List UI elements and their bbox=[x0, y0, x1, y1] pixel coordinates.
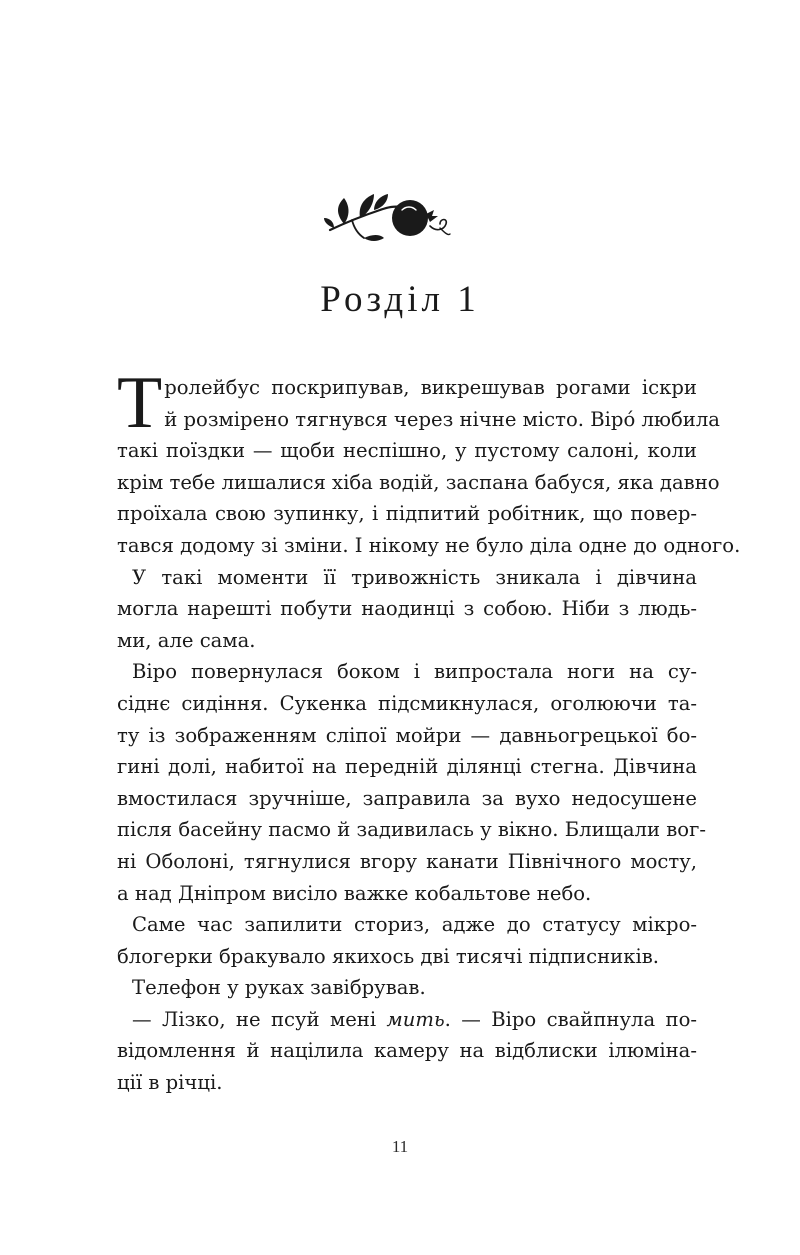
text-line: Телефон у руках завібрував. bbox=[132, 976, 426, 1000]
text-line: відомлення й націлила камеру на відблиски ілюміна- bbox=[117, 1039, 697, 1063]
text-line: Віро повернулася боком і випростала ноги на су- bbox=[132, 660, 697, 684]
text-line bbox=[117, 1004, 697, 1036]
dialogue-end: . — Віро свайпнула по- bbox=[444, 1007, 697, 1031]
body-text bbox=[117, 362, 741, 1099]
text-line: У такі моменти її тривожність зникала і дівчина bbox=[132, 565, 697, 589]
text-line: ролейбус поскрипував, викрешував рогами іскри bbox=[164, 376, 697, 399]
dialogue-start: — Лізко, не псуй мені bbox=[132, 1007, 387, 1031]
text-line: крім тебе лишалися хіба водій, заспана бабуся, яка давно bbox=[117, 470, 720, 494]
text-line: після басейну пасмо й задивилась у вікно. Блищали вог- bbox=[117, 818, 706, 842]
paragraph-4 bbox=[117, 909, 697, 972]
text-line: а над Дніпром висіло важке кобальтове небо. bbox=[117, 881, 592, 905]
text-line: проїхала свою зупинку, і підпитий робітник, що повер- bbox=[117, 502, 697, 526]
text-line: сіднє сидіння. Сукенка підсмикнулася, оголюючи та- bbox=[117, 691, 697, 715]
paragraph-2 bbox=[117, 562, 697, 657]
paragraph-5 bbox=[117, 972, 697, 1004]
text-line: такі поїздки — щоби неспішно, у пустому салоні, коли bbox=[117, 439, 697, 463]
text-line: Саме час запилити сториз, адже до статусу мікро- bbox=[132, 913, 697, 937]
paragraph-3 bbox=[117, 656, 706, 909]
page-number: 11 bbox=[391, 1137, 409, 1156]
text-line: ми, але сама. bbox=[117, 628, 256, 652]
text-line: й розмірено тягнувся через нічне місто. Віро́ любила bbox=[164, 407, 720, 431]
paragraph-1 bbox=[117, 362, 741, 562]
text-line: вмостилася зручніше, заправила за вухо недосушене bbox=[117, 786, 697, 810]
text-line: ту із зображенням сліпої мойри — давньогрецької бо- bbox=[117, 723, 697, 747]
text-line: блогерки бракувало якихось дві тисячі підписників. bbox=[117, 944, 659, 968]
text-line: могла нарешті побути наодинці з собою. Ніби з людь- bbox=[117, 597, 697, 621]
drop-cap: Т bbox=[117, 362, 163, 444]
pomegranate-branch-icon bbox=[322, 180, 452, 242]
italic-word: мить bbox=[386, 1007, 445, 1031]
paragraph-6 bbox=[117, 1004, 697, 1099]
chapter-title: Розділ 1 bbox=[320, 279, 480, 320]
text-line: тався додому зі зміни. І нікому не було діла одне до одного. bbox=[117, 533, 741, 557]
text-line: ції в річці. bbox=[117, 1071, 223, 1095]
text-line: ні Оболоні, тягнулися вгору канати Північного мосту, bbox=[117, 849, 697, 873]
text-line: гині долі, набитої на передній ділянці стегна. Дівчина bbox=[117, 755, 697, 779]
